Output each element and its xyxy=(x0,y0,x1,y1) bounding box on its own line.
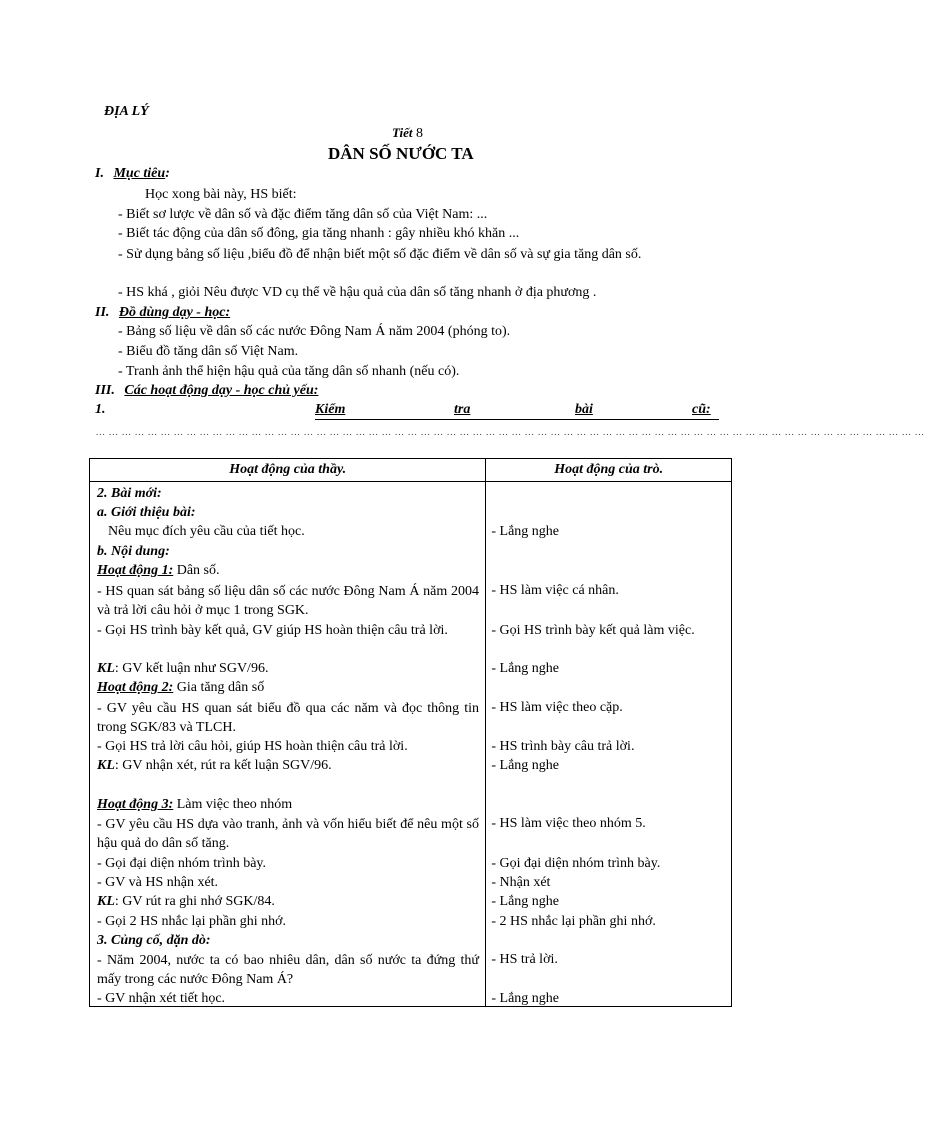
student-line: - Lắng nghe xyxy=(491,758,560,773)
teacher-line: - Năm 2004, nước ta có bao nhiêu dân, dân số nước ta đứng thứ mấy trong các nước Đông Nam Á? xyxy=(97,953,479,987)
section-1-heading xyxy=(95,166,170,182)
kl-text: : GV rút ra ghi nhớ SGK/84. xyxy=(114,894,275,909)
teacher-line: - GV nhận xét tiết học. xyxy=(97,991,226,1006)
student-line: - Lắng nghe xyxy=(491,661,560,676)
student-line: - HS trả lời. xyxy=(491,952,558,967)
kl-text: : GV kết luận như SGV/96. xyxy=(114,661,269,676)
table-row xyxy=(90,482,732,1007)
student-line: - HS trình bày câu trả lời. xyxy=(491,739,635,754)
subject-label: ĐỊA LÝ xyxy=(104,104,149,119)
activity-1-text: Dân số. xyxy=(173,563,220,578)
section-1-intro: Học xong bài này, HS biết: xyxy=(145,187,297,202)
lesson-number xyxy=(392,125,423,142)
activity-2-label: Hoạt động 2: xyxy=(97,680,174,695)
activity-table xyxy=(89,458,732,1007)
activity-3-line xyxy=(97,796,292,814)
teacher-column-header: Hoạt động của thầy. xyxy=(90,459,486,482)
teacher-line: - Gọi HS trả lời câu hỏi, giúp HS hoàn thiện câu trả lời. xyxy=(97,739,408,754)
consolidation-heading: 3. Củng cố, dặn dò: xyxy=(97,933,211,948)
section-3-heading xyxy=(95,383,318,399)
section-1-title: Mục tiêu xyxy=(113,166,166,181)
conclusion-line xyxy=(97,660,268,678)
kl-label: KL xyxy=(97,661,115,676)
student-line: - Lắng nghe xyxy=(491,991,560,1006)
teacher-line: - Gọi HS trình bày kết quả, GV giúp HS hoàn thiện câu trả lời. xyxy=(97,623,448,638)
table-header-row xyxy=(90,459,732,482)
subsection-1-word: bài xyxy=(575,402,593,417)
kl-text: : GV nhận xét, rút ra kết luận SGV/96. xyxy=(114,758,332,773)
teacher-line: - Gọi 2 HS nhắc lại phần ghi nhớ. xyxy=(97,914,286,929)
activity-3-text: Làm việc theo nhóm xyxy=(173,797,293,812)
activity-1-label: Hoạt động 1: xyxy=(97,563,174,578)
section-1-item: - HS khá , giỏi Nêu được VD cụ thể về hậu quả của dân số tăng nhanh ở địa phương . xyxy=(118,285,597,300)
teacher-line: - HS quan sát bảng số liệu dân số các nước Đông Nam Á năm 2004 và trả lời câu hỏi ở mục 1 trong SGK. xyxy=(97,584,479,618)
subsection-1-word: cũ: xyxy=(692,402,711,417)
section-2-item: - Bảng số liệu về dân số các nước Đông Nam Á năm 2004 (phóng to). xyxy=(118,324,511,339)
student-line: - Lắng nghe xyxy=(491,524,560,539)
subsection-1-word: Kiểm xyxy=(315,402,346,417)
page-title: DÂN SỐ NƯỚC TA xyxy=(328,144,474,163)
intro-heading: a. Giới thiệu bài: xyxy=(97,505,196,520)
student-line: - Lắng nghe xyxy=(491,894,560,909)
section-3-number: III. xyxy=(95,383,115,398)
student-activity-cell xyxy=(486,482,732,1007)
conclusion-line xyxy=(97,893,275,911)
section-2-item: - Tranh ảnh thể hiện hậu quả của tăng dân số nhanh (nếu có). xyxy=(118,364,460,379)
subsection-1-number: 1. xyxy=(95,402,106,417)
student-line: - Gọi HS trình bày kết quả làm việc. xyxy=(491,623,695,638)
kl-label: KL xyxy=(97,894,115,909)
student-line: - 2 HS nhắc lại phần ghi nhớ. xyxy=(491,914,656,929)
section-2-title: Đồ dùng dạy - học: xyxy=(118,305,231,320)
section-1-colon: : xyxy=(165,166,170,181)
student-column-header: Hoạt động của trò. xyxy=(486,459,732,482)
subsection-1-underline xyxy=(315,419,719,420)
activity-2-line xyxy=(97,679,264,697)
teacher-activity-cell xyxy=(90,482,486,1007)
student-line: - HS làm việc theo nhóm 5. xyxy=(491,816,646,831)
subsection-1-word: tra xyxy=(454,402,471,417)
student-line: - Gọi đại diện nhóm trình bày. xyxy=(491,856,661,871)
lesson-number-value: 8 xyxy=(415,126,423,141)
lesson-label: Tiết xyxy=(392,125,413,140)
teacher-line: - GV và HS nhận xét. xyxy=(97,875,219,890)
student-line: - HS làm việc theo cặp. xyxy=(491,700,623,715)
section-2-item: - Biểu đồ tăng dân số Việt Nam. xyxy=(118,344,299,359)
new-lesson-heading: 2. Bài mới: xyxy=(97,486,162,501)
content-heading: b. Nội dung: xyxy=(97,544,170,559)
section-1-number: I. xyxy=(95,166,104,181)
teacher-line: - GV yêu cầu HS quan sát biểu đồ qua các năm và đọc thông tin trong SGK/83 và TLCH. xyxy=(97,701,479,735)
student-line: - Nhận xét xyxy=(491,875,551,890)
activity-1-line xyxy=(97,562,220,580)
conclusion-line xyxy=(97,757,332,775)
dotted-line: ... ... ... ... ... ... ... ... ... ... ... ... ... ... ... ... ... ... ... ... ... ... ... ... ... ... ... ... ... ... ... ... ... ... ... ... ... ... ... ... ... ... ... ... ... ... ... ... ... ... ... ... ... ... ... ... ... ... ... ... ... ... ... ... xyxy=(96,427,925,437)
section-1-item: - Biết sơ lược về dân số và đặc điểm tăng dân số của Việt Nam: ... xyxy=(118,207,488,222)
teacher-line: - Gọi đại diện nhóm trình bày. xyxy=(97,856,267,871)
section-2-heading xyxy=(95,305,230,321)
student-line: - HS làm việc cá nhân. xyxy=(491,583,619,598)
teacher-line: - GV yêu cầu HS dựa vào tranh, ảnh và vốn hiểu biết để nêu một số hậu quả do dân số tăng. xyxy=(97,817,479,851)
kl-label: KL xyxy=(97,758,115,773)
section-3-title: Các hoạt động dạy - học chủ yếu: xyxy=(124,383,319,398)
section-2-number: II. xyxy=(95,305,110,320)
section-1-item: - Biết tác động của dân số đông, gia tăng nhanh : gây nhiều khó khăn ... xyxy=(118,226,520,241)
activity-2-text: Gia tăng dân số xyxy=(173,680,265,695)
teacher-line: Nêu mục đích yêu cầu của tiết học. xyxy=(108,524,305,539)
section-1-item: - Sử dụng bảng số liệu ,biểu đồ để nhận biết một số đặc điểm về dân số và sự gia tăng dân số. xyxy=(118,247,642,262)
activity-3-label: Hoạt động 3: xyxy=(97,797,174,812)
